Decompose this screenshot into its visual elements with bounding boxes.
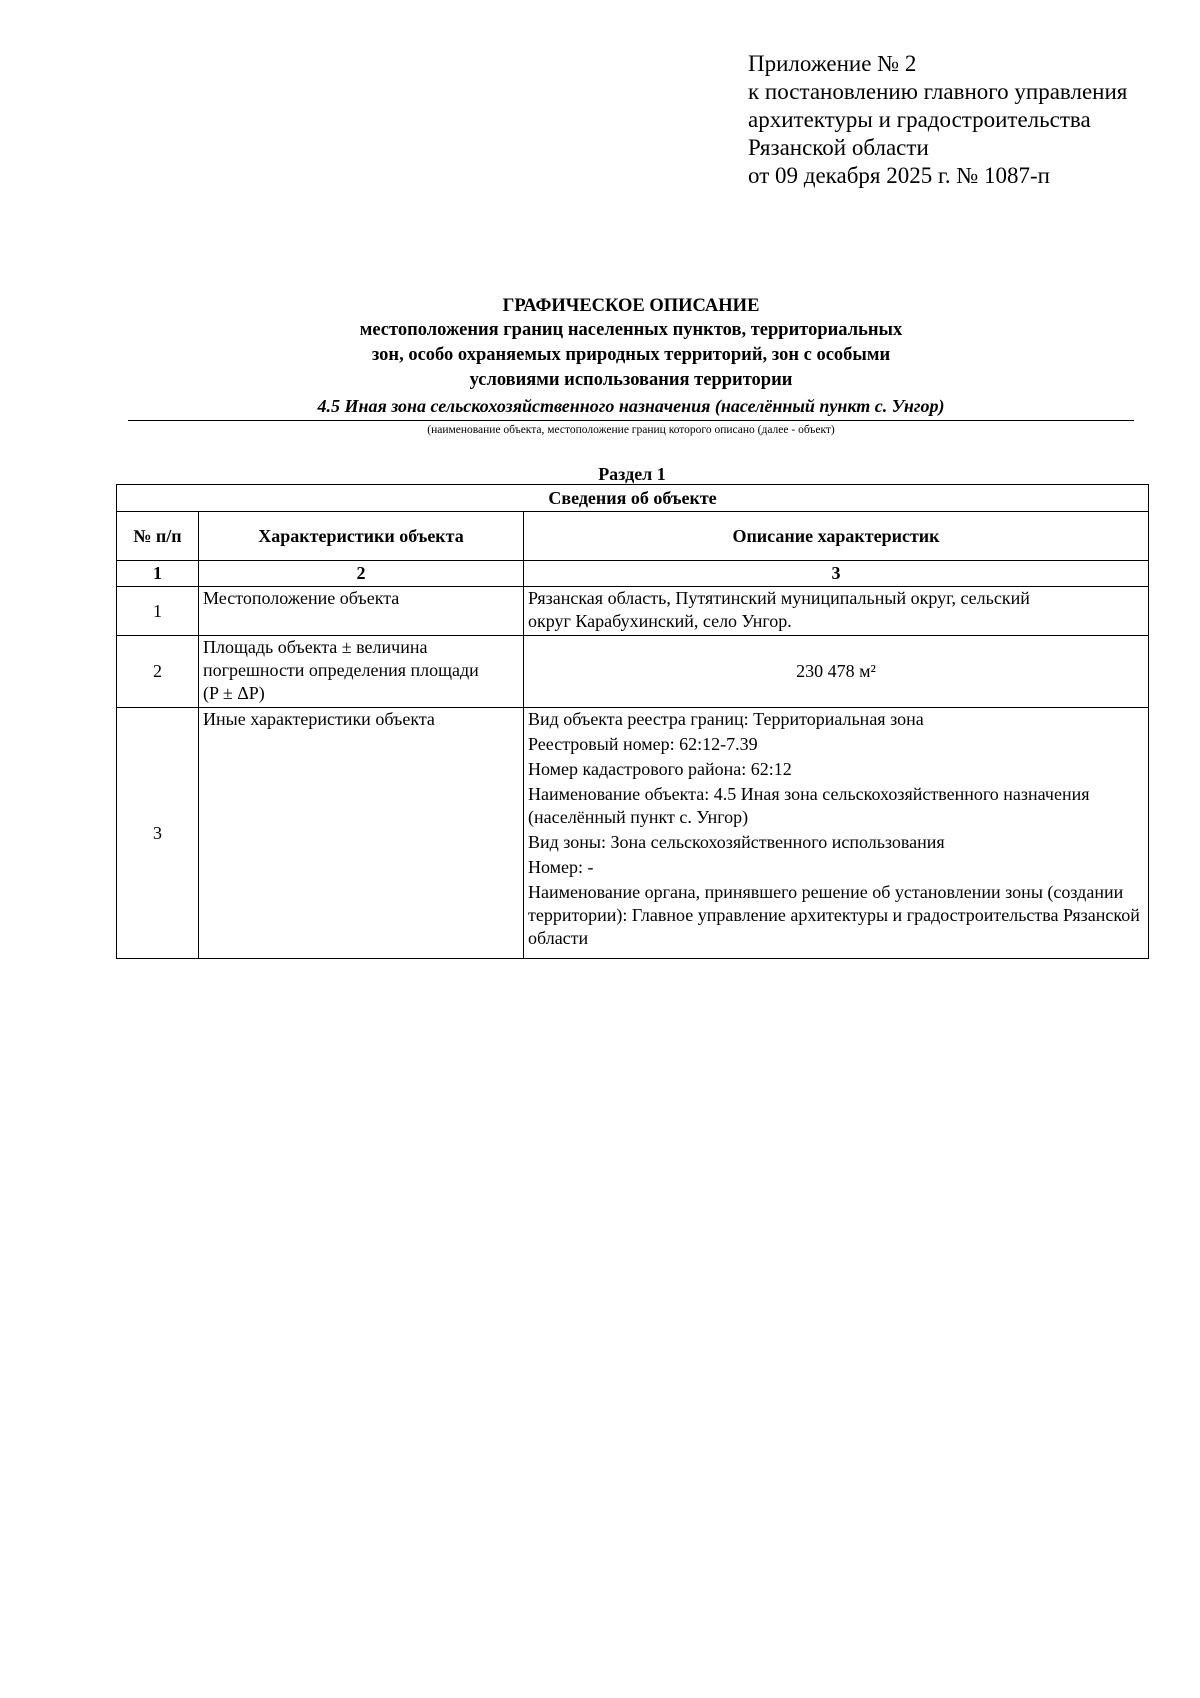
column-number: 2: [199, 561, 524, 587]
object-name: 4.5 Иная зона сельскохозяйственного назначения (населённый пункт с. Унгор): [128, 394, 1134, 421]
row-characteristic: Местоположение объекта: [199, 587, 524, 636]
row-description-area: 230 478 м²: [524, 636, 1149, 708]
description-line: Реестровый номер: 62:12-7.39: [528, 734, 758, 754]
column-number: 1: [117, 561, 199, 587]
document-subtitle-line: условиями использования территории: [469, 370, 793, 390]
table-row: [117, 708, 1149, 959]
description-line: Наименование объекта: 4.5 Иная зона сельскохозяйственного назначения (населённый пункт с. Унгор): [528, 784, 1090, 827]
appendix-line: к постановлению главного управления: [748, 79, 1128, 104]
header-description: Описание характеристик: [524, 512, 1149, 561]
description-line: Вид зоны: Зона сельскохозяйственного использования: [528, 832, 945, 852]
table-row: [117, 636, 1149, 708]
document-subtitle-line: местоположения границ населенных пунктов, территориальных: [359, 320, 903, 340]
row-number: 1: [117, 587, 199, 636]
table-row: [117, 587, 1149, 636]
appendix-line: архитектуры и градостроительства: [748, 107, 1091, 132]
object-info-table: [116, 484, 1149, 959]
description-line: Номер кадастрового района: 62:12: [528, 759, 792, 779]
appendix-line: от 09 декабря 2025 г. № 1087-п: [748, 163, 1050, 188]
appendix-line: Рязанской области: [748, 135, 929, 160]
row-number: 3: [117, 708, 199, 959]
section-title: Раздел 1: [598, 464, 666, 484]
row-characteristic: [199, 636, 524, 708]
table-caption: Сведения об объекте: [117, 485, 1149, 512]
characteristic-line: погрешности определения площади: [203, 660, 479, 680]
header-characteristic: Характеристики объекта: [199, 512, 524, 561]
characteristic-line: Площадь объекта ± величина: [203, 637, 428, 657]
object-name-caption: (наименование объекта, местоположение границ которого описано (далее - объект): [427, 424, 835, 436]
characteristic-line: (P ± ΔP): [203, 683, 265, 703]
description-line: округ Карабухинский, село Унгор.: [528, 611, 792, 631]
appendix-line: Приложение № 2: [748, 51, 917, 76]
appendix-header: [748, 50, 1188, 190]
document-title: ГРАФИЧЕСКОЕ ОПИСАНИЕ: [502, 296, 760, 316]
description-line: Номер: -: [528, 857, 594, 877]
description-line: Наименование органа, принявшего решение об установлении зоны (создании территории): Главное управление архитектуры и градостроительства Рязанской области: [528, 882, 1140, 948]
row-description: [524, 708, 1149, 959]
document-title-block: [128, 294, 1134, 438]
description-line: Вид объекта реестра границ: Территориальная зона: [528, 709, 924, 729]
column-number: 3: [524, 561, 1149, 587]
description-line: Рязанская область, Путятинский муниципальный округ, сельский: [528, 588, 1030, 608]
row-number: 2: [117, 636, 199, 708]
row-description: [524, 587, 1149, 636]
row-characteristic: Иные характеристики объекта: [199, 708, 524, 959]
document-subtitle-line: зон, особо охраняемых природных территорий, зон с особыми: [371, 345, 891, 365]
header-num: № п/п: [117, 512, 199, 561]
